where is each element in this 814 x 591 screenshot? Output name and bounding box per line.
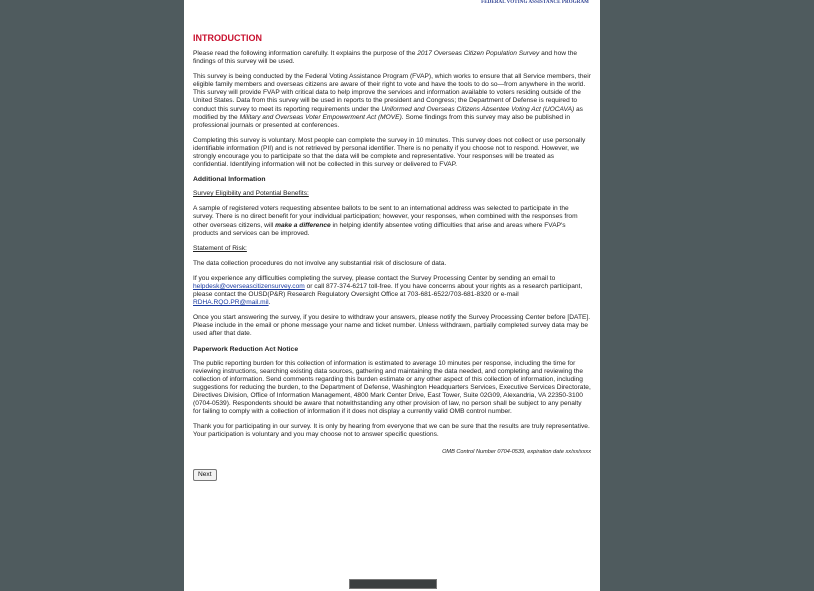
rqo-email-link[interactable]: RDHA.RQO.PR@mail.mil bbox=[193, 299, 269, 307]
contact-paragraph: If you experience any difficulties completing the survey, please contact the Survey Processing Center by sending an email to helpdesk@overseascitizensurvey.com or call 877-374-6217 toll-free. If you have concerns about your rights as a research participant, please contact the OUSD(P&R) Research Regulatory Oversight Office at 703-681-6522/703-681-8320 or e-mail RDHA.RQO.PR@mail.mil. bbox=[193, 274, 583, 307]
additional-info-heading: Additional Information bbox=[193, 176, 266, 184]
intro-paragraph: Please read the following information carefully. It explains the purpose of the 2017 Overseas Citizen Population Survey and how the findings of this survey will be used. bbox=[193, 50, 578, 66]
risk-paragraph: The data collection procedures do not involve any substantial risk of disclosure of data. bbox=[193, 259, 447, 267]
risk-heading: Statement of Risk: bbox=[193, 244, 247, 252]
eligibility-heading: Survey Eligibility and Potential Benefits: bbox=[193, 190, 309, 198]
thanks-paragraph: Thank you for participating in our survey. It is only by hearing from everyone that we can be sure that the results are truly representative. Your participation is voluntary and you may choose not to answer specific questions. bbox=[193, 423, 590, 439]
survey-content bbox=[184, 0, 600, 481]
horizontal-scrollbar[interactable] bbox=[349, 579, 437, 589]
paperwork-heading: Paperwork Reduction Act Notice bbox=[193, 345, 299, 353]
survey-page bbox=[184, 0, 600, 591]
omb-control-number: OMB Control Number 0704-0539, expiration date xx/xx/xxxx bbox=[442, 449, 591, 456]
purpose-paragraph: This survey is being conducted by the Federal Voting Assistance Program (FVAP), which works to ensure that all Service members, their eligible family members and overseas citizens are aware of their right to vote and have the tools to do so—from anywhere in the world. This survey will provide FVAP with critical data to help improve the services and information available to voters residing outside of the United States. Data from this survey will be used in reports to the president and Congress; the Department of Defense is required to conduct this survey to meet its reporting requirements under the Uniformed and Overseas Citizens Absentee Voting Act (UOCAVA) as modified by the Military and Overseas Voter Empowerment Act (MOVE). Some findings from this survey may also be published in professional journals or presented at conferences. bbox=[193, 73, 591, 129]
withdraw-paragraph: Once you start answering the survey, if you desire to withdraw your answers, please notify the Survey Processing Center before [DATE]. Please include in the email or phone message your name and ticket number. Unless withdrawn, partially completed survey data may be used after that date. bbox=[193, 314, 591, 338]
voluntary-paragraph: Completing this survey is voluntary. Most people can complete the survey in 10 minutes. This survey does not collect or use personally identifiable information (PII) and is not retrieved by personal identifier. There is no penalty if you choose not to respond. However, we strongly encourage you to participate so that the data will be complete and representative. Your responses will be treated as confidential. Identifying information will not be collected in this survey or delivered to FVAP. bbox=[193, 136, 586, 169]
survey-name: 2017 Overseas Citizen Population Survey bbox=[417, 50, 540, 57]
next-button[interactable]: Next bbox=[193, 469, 217, 481]
helpdesk-email-link[interactable]: helpdesk@overseascitizensurvey.com bbox=[193, 282, 305, 290]
paperwork-paragraph: The public reporting burden for this collection of information is estimated to average 10 minutes per response, including the time for reviewing instructions, searching existing data sources, gathering and maintaining the data needed, and completing and reviewing the collection of information. Send comments regarding this burden estimate or any other aspect of this collection of information, including suggestions for reducing the burden, to the Department of Defense, Washington Headquarters Services, Executive Services Directorate, Directives Division, Office of Information Management, 4800 Mark Center Drive, East Tower, Suite 02G09, Alexandria, VA 22350-3100 (0704-0539). Respondents should be aware that notwithstanding any other provision of law, no person shall be subject to any penalty for failing to comply with a collection of information if it does not display a currently valid OMB control number. bbox=[193, 359, 591, 416]
page-title: INTRODUCTION bbox=[193, 33, 262, 43]
program-banner: FEDERAL VOTING ASSISTANCE PROGRAM bbox=[481, 0, 589, 5]
eligibility-paragraph: A sample of registered voters requesting absentee ballots to be sent to an international address was selected to participate in the survey. There is no direct benefit for your individual participation; however, your responses, when combined with the responses from other overseas citizens, will make a difference in helping identify absentee voting difficulties that arise and areas where FVAP's products and services can be improved. bbox=[193, 205, 578, 237]
